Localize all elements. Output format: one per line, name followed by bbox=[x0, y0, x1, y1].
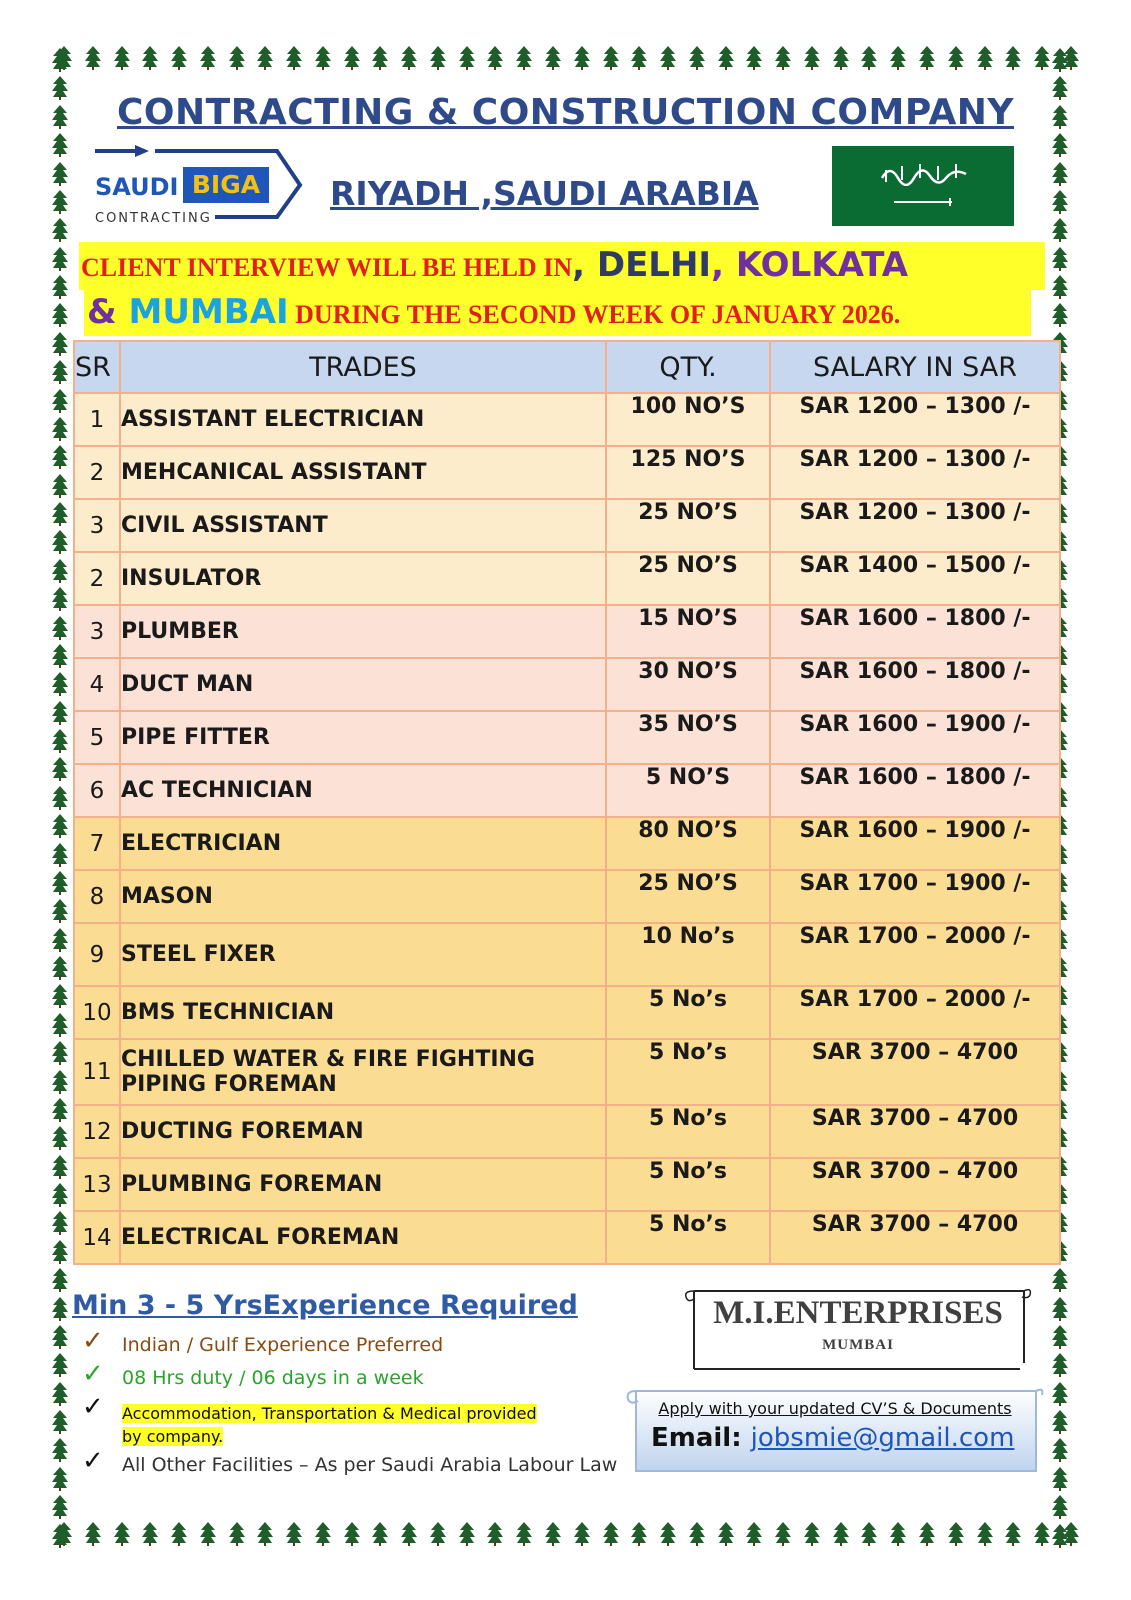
row-salary: SAR 3700 – 4700 bbox=[770, 1105, 1060, 1158]
tree-icon bbox=[1051, 1297, 1069, 1321]
tree-icon bbox=[51, 1013, 69, 1037]
tree-icon bbox=[141, 46, 159, 72]
row-sr: 11 bbox=[74, 1039, 120, 1105]
tree-icon bbox=[343, 1522, 361, 1548]
table-row bbox=[74, 870, 1060, 923]
tree-icon bbox=[51, 644, 69, 668]
row-trade: STEEL FIXER bbox=[120, 923, 606, 986]
bullet-text: All Other Facilities – As per Saudi Arabia Labour Law bbox=[122, 1454, 618, 1476]
row-sr: 4 bbox=[74, 658, 120, 711]
tree-icon bbox=[51, 672, 69, 696]
tree-icon bbox=[256, 1522, 274, 1548]
table-row bbox=[74, 986, 1060, 1039]
row-salary: SAR 1400 – 1500 /- bbox=[770, 552, 1060, 605]
row-salary: SAR 3700 – 4700 bbox=[770, 1211, 1060, 1264]
tree-icon bbox=[889, 1522, 907, 1548]
tree-icon bbox=[51, 757, 69, 781]
table-row bbox=[74, 923, 1060, 986]
row-salary: SAR 1200 – 1300 /- bbox=[770, 446, 1060, 499]
tree-icon bbox=[51, 360, 69, 384]
check-icon: ✓ bbox=[82, 1326, 104, 1356]
row-qty: 5 No’s bbox=[606, 986, 770, 1039]
tree-icon bbox=[113, 1522, 131, 1548]
row-salary: SAR 1600 – 1900 /- bbox=[770, 711, 1060, 764]
table-row bbox=[74, 393, 1060, 446]
notice-comma-2: , bbox=[711, 245, 736, 285]
tree-icon bbox=[860, 1522, 878, 1548]
notice-line-1 bbox=[81, 245, 908, 285]
tree-icon bbox=[602, 1522, 620, 1548]
tree-icon bbox=[429, 1522, 447, 1548]
tree-icon bbox=[51, 928, 69, 952]
row-qty: 10 No’s bbox=[606, 923, 770, 986]
row-sr: 9 bbox=[74, 923, 120, 986]
row-qty: 100 NO’S bbox=[606, 393, 770, 446]
apply-instructions: Apply with your updated CV’S & Documents bbox=[658, 1399, 1012, 1418]
row-sr: 3 bbox=[74, 605, 120, 658]
row-salary: SAR 1700 – 2000 /- bbox=[770, 986, 1060, 1039]
flag-sword-icon bbox=[892, 198, 962, 206]
tree-icon bbox=[630, 46, 648, 72]
agency-city: MUMBAI bbox=[822, 1337, 894, 1353]
row-sr: 3 bbox=[74, 499, 120, 552]
tree-icon bbox=[170, 46, 188, 72]
tree-border-top bbox=[55, 46, 1080, 72]
row-trade: ASSISTANT ELECTRICIAN bbox=[120, 393, 606, 446]
tree-icon bbox=[228, 1522, 246, 1548]
tree-icon bbox=[1033, 46, 1051, 72]
tree-icon bbox=[51, 729, 69, 753]
tree-icon bbox=[458, 1522, 476, 1548]
tree-icon bbox=[918, 46, 936, 72]
row-qty: 25 NO’S bbox=[606, 552, 770, 605]
table-row bbox=[74, 764, 1060, 817]
tree-icon bbox=[51, 871, 69, 895]
tree-icon bbox=[51, 1155, 69, 1179]
row-qty: 35 NO’S bbox=[606, 711, 770, 764]
notice-text-1: CLIENT INTERVIEW WILL BE HELD IN bbox=[81, 253, 573, 282]
table-row bbox=[74, 1158, 1060, 1211]
tree-icon bbox=[1051, 218, 1069, 242]
tree-icon bbox=[803, 1522, 821, 1548]
tree-icon bbox=[51, 502, 69, 526]
tree-icon bbox=[228, 46, 246, 72]
row-sr: 8 bbox=[74, 870, 120, 923]
tree-icon bbox=[573, 46, 591, 72]
row-sr: 7 bbox=[74, 817, 120, 870]
tree-icon bbox=[51, 275, 69, 299]
tree-icon bbox=[659, 46, 677, 72]
tree-icon bbox=[51, 417, 69, 441]
tree-icon bbox=[717, 46, 735, 72]
location-title: RIYADH ,SAUDI ARABIA bbox=[330, 174, 759, 213]
tree-icon bbox=[51, 1098, 69, 1122]
tree-icon bbox=[1051, 1382, 1069, 1406]
tree-icon bbox=[1051, 1410, 1069, 1434]
tree-icon bbox=[1004, 1522, 1022, 1548]
row-salary: SAR 1700 – 1900 /- bbox=[770, 870, 1060, 923]
notice-line-2 bbox=[87, 292, 900, 332]
tree-icon bbox=[51, 218, 69, 242]
agency-scroll bbox=[682, 1285, 1034, 1371]
tree-icon bbox=[51, 1126, 69, 1150]
header-qty: QTY. bbox=[606, 341, 770, 393]
tree-icon bbox=[400, 46, 418, 72]
tree-icon bbox=[51, 1041, 69, 1065]
tree-icon bbox=[515, 46, 533, 72]
tree-icon bbox=[1051, 1438, 1069, 1462]
tree-icon bbox=[774, 1522, 792, 1548]
tree-icon bbox=[51, 1410, 69, 1434]
tree-icon bbox=[84, 46, 102, 72]
row-trade: CIVIL ASSISTANT bbox=[120, 499, 606, 552]
tree-icon bbox=[832, 46, 850, 72]
tree-icon bbox=[918, 1522, 936, 1548]
row-qty: 5 NO’S bbox=[606, 764, 770, 817]
tree-icon bbox=[51, 1070, 69, 1094]
tree-icon bbox=[1051, 275, 1069, 299]
row-sr: 6 bbox=[74, 764, 120, 817]
tree-icon bbox=[1051, 48, 1069, 72]
table-row bbox=[74, 711, 1060, 764]
table-row bbox=[74, 658, 1060, 711]
tree-icon bbox=[1051, 190, 1069, 214]
tree-icon bbox=[630, 1522, 648, 1548]
table-row bbox=[74, 1211, 1060, 1264]
tree-icon bbox=[51, 899, 69, 923]
tree-icon bbox=[170, 1522, 188, 1548]
row-sr: 5 bbox=[74, 711, 120, 764]
row-qty: 80 NO’S bbox=[606, 817, 770, 870]
tree-icon bbox=[371, 1522, 389, 1548]
tree-icon bbox=[745, 1522, 763, 1548]
row-qty: 5 No’s bbox=[606, 1039, 770, 1105]
header-sr: SR bbox=[74, 341, 120, 393]
tree-icon bbox=[860, 46, 878, 72]
tree-icon bbox=[51, 1240, 69, 1264]
tree-border-bottom bbox=[55, 1522, 1080, 1548]
tree-icon bbox=[343, 46, 361, 72]
tree-icon bbox=[51, 1467, 69, 1491]
tree-icon bbox=[947, 1522, 965, 1548]
tree-icon bbox=[51, 616, 69, 640]
table-row bbox=[74, 552, 1060, 605]
table-row bbox=[74, 817, 1060, 870]
row-qty: 125 NO’S bbox=[606, 446, 770, 499]
experience-requirement: Min 3 - 5 YrsExperience Required bbox=[72, 1290, 578, 1321]
tree-icon bbox=[256, 46, 274, 72]
bullet-text: 08 Hrs duty / 06 days in a week bbox=[122, 1367, 424, 1389]
row-trade: ELECTRICAL FOREMAN bbox=[120, 1211, 606, 1264]
tree-icon bbox=[889, 46, 907, 72]
row-trade: ELECTRICIAN bbox=[120, 817, 606, 870]
tree-icon bbox=[51, 1183, 69, 1207]
bullet-text-continued: by company. bbox=[122, 1427, 224, 1446]
tree-icon bbox=[141, 1522, 159, 1548]
tree-icon bbox=[113, 46, 131, 72]
tree-icon bbox=[1051, 1467, 1069, 1491]
check-icon: ✓ bbox=[82, 1446, 104, 1476]
tree-icon bbox=[1051, 133, 1069, 157]
tree-icon bbox=[51, 303, 69, 327]
notice-text-2: DURING THE SECOND WEEK OF JANUARY 2026. bbox=[288, 300, 901, 329]
tree-icon bbox=[1033, 1522, 1051, 1548]
city-delhi: DELHI bbox=[596, 245, 712, 285]
row-qty: 25 NO’S bbox=[606, 499, 770, 552]
flag-script-icon bbox=[880, 158, 970, 186]
tree-icon bbox=[544, 46, 562, 72]
row-sr: 10 bbox=[74, 986, 120, 1039]
row-sr: 12 bbox=[74, 1105, 120, 1158]
tree-icon bbox=[51, 843, 69, 867]
tree-icon bbox=[285, 1522, 303, 1548]
apply-scroll bbox=[626, 1385, 1036, 1477]
tree-icon bbox=[1051, 1353, 1069, 1377]
notice-comma-1: , bbox=[572, 245, 597, 285]
row-trade: BMS TECHNICIAN bbox=[120, 986, 606, 1039]
tree-icon bbox=[745, 46, 763, 72]
row-salary: SAR 1200 – 1300 /- bbox=[770, 393, 1060, 446]
row-qty: 30 NO’S bbox=[606, 658, 770, 711]
tree-icon bbox=[51, 474, 69, 498]
row-qty: 5 No’s bbox=[606, 1105, 770, 1158]
tree-icon bbox=[51, 1495, 69, 1519]
tree-icon bbox=[1051, 1325, 1069, 1349]
tree-icon bbox=[51, 1297, 69, 1321]
tree-icon bbox=[1051, 1524, 1069, 1548]
row-trade: MASON bbox=[120, 870, 606, 923]
bullet-text: Accommodation, Transportation & Medical provided bbox=[122, 1404, 537, 1423]
logo-saudi-text: SAUDI bbox=[95, 173, 179, 201]
tree-icon bbox=[51, 786, 69, 810]
row-sr: 13 bbox=[74, 1158, 120, 1211]
tree-icon bbox=[51, 587, 69, 611]
tree-icon bbox=[688, 46, 706, 72]
tree-icon bbox=[1004, 46, 1022, 72]
table-header-row bbox=[74, 341, 1060, 393]
row-trade: AC TECHNICIAN bbox=[120, 764, 606, 817]
tree-icon bbox=[458, 46, 476, 72]
tree-icon bbox=[1051, 247, 1069, 271]
row-sr: 14 bbox=[74, 1211, 120, 1264]
tree-icon bbox=[84, 1522, 102, 1548]
row-trade: INSULATOR bbox=[120, 552, 606, 605]
agency-name: M.I.ENTERPRISES bbox=[713, 1295, 1003, 1331]
tree-icon bbox=[199, 1522, 217, 1548]
row-trade: DUCT MAN bbox=[120, 658, 606, 711]
tree-icon bbox=[976, 46, 994, 72]
tree-icon bbox=[486, 46, 504, 72]
row-salary: SAR 3700 – 4700 bbox=[770, 1158, 1060, 1211]
table-row bbox=[74, 446, 1060, 499]
header-trades: TRADES bbox=[120, 341, 606, 393]
saudi-biga-logo bbox=[95, 145, 305, 230]
tree-icon bbox=[486, 1522, 504, 1548]
tree-icon bbox=[51, 559, 69, 583]
tree-icon bbox=[1051, 303, 1069, 327]
table-row bbox=[74, 1039, 1060, 1105]
tree-icon bbox=[51, 1211, 69, 1235]
logo-contracting-text: CONTRACTING bbox=[95, 211, 212, 226]
row-salary: SAR 1600 – 1800 /- bbox=[770, 658, 1060, 711]
tree-icon bbox=[51, 247, 69, 271]
tree-icon bbox=[51, 162, 69, 186]
city-kolkata: KOLKATA bbox=[735, 245, 909, 285]
tree-icon bbox=[51, 1268, 69, 1292]
tree-icon bbox=[573, 1522, 591, 1548]
tree-icon bbox=[51, 1325, 69, 1349]
notice-ampersand: & bbox=[87, 292, 129, 332]
tree-icon bbox=[803, 46, 821, 72]
tree-icon bbox=[51, 701, 69, 725]
tree-icon bbox=[947, 46, 965, 72]
tree-icon bbox=[285, 46, 303, 72]
tree-icon bbox=[429, 46, 447, 72]
email-label: Email: bbox=[651, 1423, 751, 1453]
row-qty: 25 NO’S bbox=[606, 870, 770, 923]
row-salary: SAR 1700 – 2000 /- bbox=[770, 923, 1060, 986]
tree-icon bbox=[51, 530, 69, 554]
row-qty: 15 NO’S bbox=[606, 605, 770, 658]
jobs-table bbox=[73, 340, 1061, 1265]
tree-icon bbox=[1051, 1268, 1069, 1292]
row-qty: 5 No’s bbox=[606, 1158, 770, 1211]
row-salary: SAR 1600 – 1800 /- bbox=[770, 605, 1060, 658]
tree-icon bbox=[515, 1522, 533, 1548]
tree-icon bbox=[51, 1382, 69, 1406]
check-icon: ✓ bbox=[82, 1359, 104, 1389]
row-trade: PLUMBING FOREMAN bbox=[120, 1158, 606, 1211]
row-salary: SAR 3700 – 4700 bbox=[770, 1039, 1060, 1105]
bullet-text: Indian / Gulf Experience Preferred bbox=[122, 1334, 444, 1356]
row-sr: 2 bbox=[74, 552, 120, 605]
tree-icon bbox=[51, 1438, 69, 1462]
tree-icon bbox=[602, 46, 620, 72]
logo-biga-text: BIGA bbox=[183, 167, 269, 203]
tree-icon bbox=[314, 46, 332, 72]
row-trade: PLUMBER bbox=[120, 605, 606, 658]
tree-icon bbox=[544, 1522, 562, 1548]
row-salary: SAR 1200 – 1300 /- bbox=[770, 499, 1060, 552]
row-sr: 2 bbox=[74, 446, 120, 499]
tree-icon bbox=[371, 46, 389, 72]
tree-icon bbox=[717, 1522, 735, 1548]
tree-icon bbox=[51, 956, 69, 980]
tree-icon bbox=[1051, 162, 1069, 186]
city-mumbai: MUMBAI bbox=[128, 292, 289, 332]
tree-icon bbox=[51, 1353, 69, 1377]
tree-icon bbox=[976, 1522, 994, 1548]
tree-icon bbox=[51, 133, 69, 157]
table-row bbox=[74, 605, 1060, 658]
table-row bbox=[74, 1105, 1060, 1158]
tree-icon bbox=[314, 1522, 332, 1548]
tree-icon bbox=[51, 190, 69, 214]
row-sr: 1 bbox=[74, 393, 120, 446]
tree-icon bbox=[1051, 1495, 1069, 1519]
row-trade: MEHCANICAL ASSISTANT bbox=[120, 446, 606, 499]
header-salary: SALARY IN SAR bbox=[770, 341, 1060, 393]
tree-icon bbox=[199, 46, 217, 72]
tree-icon bbox=[659, 1522, 677, 1548]
row-trade: PIPE FITTER bbox=[120, 711, 606, 764]
email-line bbox=[651, 1423, 1014, 1453]
tree-icon bbox=[51, 445, 69, 469]
tree-icon bbox=[832, 1522, 850, 1548]
row-trade: CHILLED WATER & FIRE FIGHTING PIPING FOREMAN bbox=[120, 1039, 606, 1105]
tree-icon bbox=[51, 332, 69, 356]
email-link[interactable]: jobsmie@gmail.com bbox=[750, 1423, 1015, 1453]
row-qty: 5 No’s bbox=[606, 1211, 770, 1264]
row-salary: SAR 1600 – 1800 /- bbox=[770, 764, 1060, 817]
table-row bbox=[74, 499, 1060, 552]
tree-icon bbox=[51, 984, 69, 1008]
row-salary: SAR 1600 – 1900 /- bbox=[770, 817, 1060, 870]
tree-border-left bbox=[50, 48, 70, 1548]
tree-icon bbox=[400, 1522, 418, 1548]
tree-icon bbox=[51, 389, 69, 413]
tree-icon bbox=[51, 1524, 69, 1548]
company-title: CONTRACTING & CONSTRUCTION COMPANY bbox=[116, 92, 1014, 133]
interview-notice bbox=[79, 242, 1045, 337]
saudi-flag-icon bbox=[832, 146, 1014, 226]
row-trade: DUCTING FOREMAN bbox=[120, 1105, 606, 1158]
tree-icon bbox=[688, 1522, 706, 1548]
check-icon: ✓ bbox=[82, 1392, 104, 1422]
tree-icon bbox=[51, 48, 69, 72]
tree-icon bbox=[774, 46, 792, 72]
tree-icon bbox=[51, 814, 69, 838]
